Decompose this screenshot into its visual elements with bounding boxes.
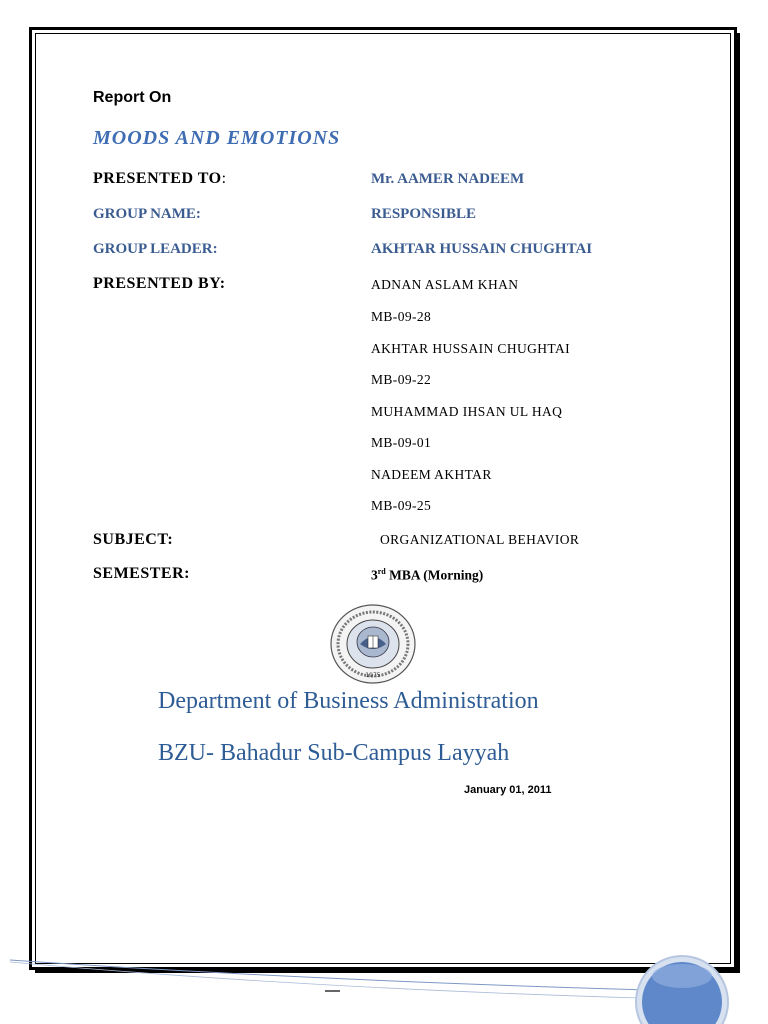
semester-program: MBA (Morning) — [385, 567, 484, 583]
campus-name: BZU- Bahadur Sub-Campus Layyah — [158, 740, 510, 766]
presented-to-value: Mr. AAMER NADEEM — [371, 171, 525, 187]
presented-to-label — [93, 170, 227, 188]
member-line: MB-09-22 — [371, 372, 432, 387]
footer-decoration — [0, 940, 768, 1024]
member-line: NADEEM AKHTAR — [371, 467, 492, 482]
semester-value — [371, 567, 483, 584]
member-line: MUHAMMAD IHSAN UL HAQ — [371, 404, 563, 419]
member-line: AKHTAR HUSSAIN CHUGHTAI — [371, 341, 571, 356]
semester-label: SEMESTER: — [93, 565, 190, 582]
group-leader-label: GROUP LEADER: — [93, 241, 218, 257]
presented-to-label-text: PRESENTED TO — [93, 170, 222, 187]
presented-to-colon: : — [221, 170, 227, 187]
report-on-label: Report On — [93, 89, 172, 106]
group-name-label: GROUP NAME: — [93, 206, 201, 222]
subject-label: SUBJECT: — [93, 531, 174, 548]
member-line: MB-09-28 — [371, 309, 432, 324]
member-line: MB-09-25 — [371, 498, 432, 513]
member-line: ADNAN ASLAM KHAN — [371, 277, 519, 292]
member-line: MB-09-01 — [371, 435, 432, 450]
subject-value: ORGANIZATIONAL BEHAVIOR — [380, 532, 580, 547]
university-seal-icon — [330, 604, 416, 684]
document-title: MOODS AND EMOTIONS — [93, 127, 341, 149]
seal-year: 1975 — [365, 672, 381, 679]
presented-by-label: PRESENTED BY: — [93, 275, 226, 292]
page-border-shadow-right — [737, 33, 740, 973]
report-date: January 01, 2011 — [464, 784, 552, 796]
group-name-value: RESPONSIBLE — [371, 206, 477, 222]
semester-ordinal-suffix: rd — [377, 567, 386, 576]
semester-number: 3 — [371, 567, 378, 583]
department-name: Department of Business Administration — [158, 688, 539, 714]
group-leader-value: AKHTAR HUSSAIN CHUGHTAI — [371, 241, 593, 257]
